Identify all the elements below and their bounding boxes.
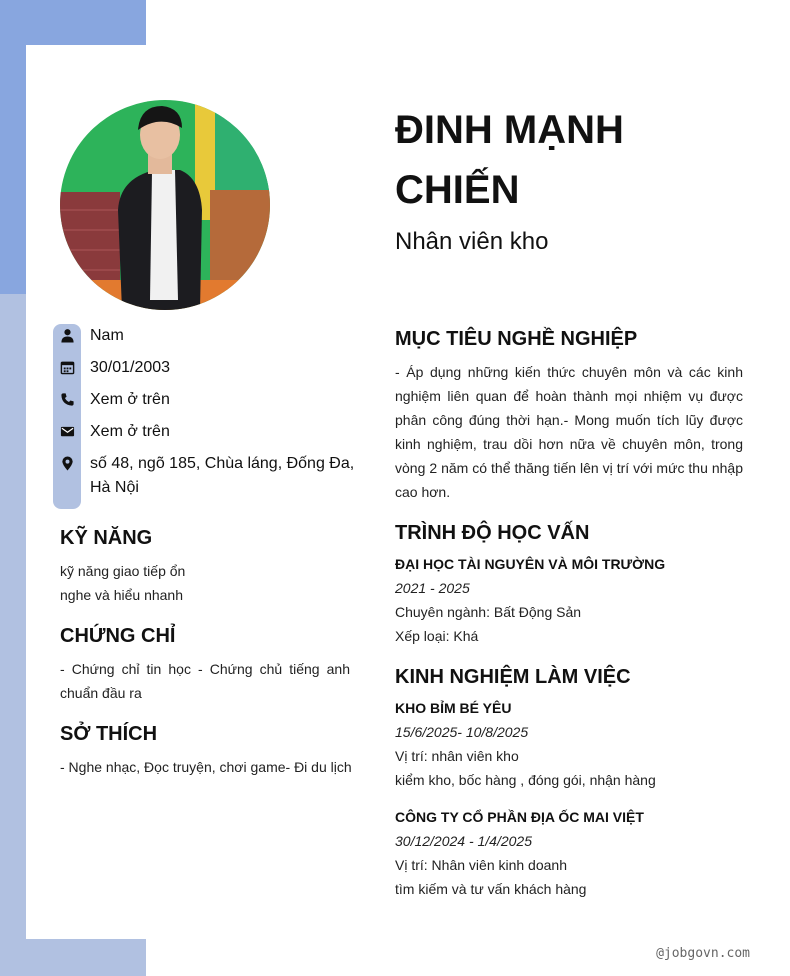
job-position: Vị trí: Nhân viên kinh doanh <box>395 857 567 873</box>
profile-photo <box>60 100 270 310</box>
calendar-icon <box>60 360 75 375</box>
contact-address <box>60 452 360 500</box>
education-school: ĐẠI HỌC TÀI NGUYÊN VÀ MÔI TRƯỜNG <box>395 556 666 572</box>
job-title: Nhân viên kho <box>395 228 549 255</box>
phone-icon <box>60 392 75 407</box>
contact-birthdate-text: 30/01/2003 <box>90 359 171 376</box>
education-heading: TRÌNH ĐỘ HỌC VẤN <box>395 522 590 544</box>
contact-email <box>60 420 360 444</box>
contact-phone-text: Xem ở trên <box>90 391 170 408</box>
certificates-text: - Chứng chỉ tin học - Chứng chủ tiếng anh chuẩn đầu ra <box>60 661 350 701</box>
education-major: Chuyên ngành: Bất Động Sản <box>395 604 582 620</box>
contact-phone <box>60 388 360 412</box>
person-icon <box>60 328 75 343</box>
hobbies-heading: SỞ THÍCH <box>60 723 158 745</box>
job-company: KHO BỈM BÉ YÊU <box>395 700 512 716</box>
watermark-link[interactable]: @jobgovn.com <box>656 946 750 961</box>
candidate-name: ĐINH MẠNH CHIẾN <box>395 108 624 212</box>
contact-gender <box>60 324 360 348</box>
contact-birthdate <box>60 356 360 380</box>
job-description: kiểm kho, bốc hàng , đóng gói, nhận hàng <box>395 772 656 788</box>
job-period: 30/12/2024 - 1/4/2025 <box>395 833 533 849</box>
contact-gender-text: Nam <box>90 327 124 344</box>
objective-heading: MỤC TIÊU NGHỀ NGHIỆP <box>395 328 638 350</box>
hobbies-text: - Nghe nhạc, Đọc truyện, chơi game- Đi du lịch <box>60 759 352 775</box>
education-period: 2021 - 2025 <box>395 580 470 596</box>
email-icon <box>60 424 75 439</box>
skill-item: nghe và hiểu nhanh <box>60 587 183 603</box>
education-grade: Xếp loại: Khá <box>395 628 479 644</box>
job-description: tìm kiếm và tư vấn khách hàng <box>395 881 587 897</box>
location-icon <box>60 456 75 471</box>
skills-list <box>60 559 350 607</box>
contact-email-text: Xem ở trên <box>90 423 170 440</box>
objective-text: - Áp dụng những kiến thức chuyên môn và các kinh nghiệm liên quan để hoàn thành mọi nhiệm vụ được phân công đúng thời hạn.- Mong muốn tích lũy được kinh nghiệm, trau dồi hơn nữa về chuyên môn, trong vòng 2 năm có thể thăng tiến lên vị trí với mức thu nhập cao hơn. <box>395 364 743 500</box>
skill-item: kỹ năng giao tiếp ổn <box>60 563 186 579</box>
experience-heading: KINH NGHIỆM LÀM VIỆC <box>395 666 631 688</box>
certificates-heading: CHỨNG CHỈ <box>60 625 176 647</box>
skills-heading: KỸ NĂNG <box>60 527 153 549</box>
job-position: Vị trí: nhân viên kho <box>395 748 519 764</box>
job-company: CÔNG TY CỔ PHẦN ĐỊA ỐC MAI VIỆT <box>395 809 644 825</box>
job-period: 15/6/2025- 10/8/2025 <box>395 724 529 740</box>
contact-address-text: số 48, ngõ 185, Chùa láng, Đống Đa, Hà Nội <box>90 455 355 496</box>
